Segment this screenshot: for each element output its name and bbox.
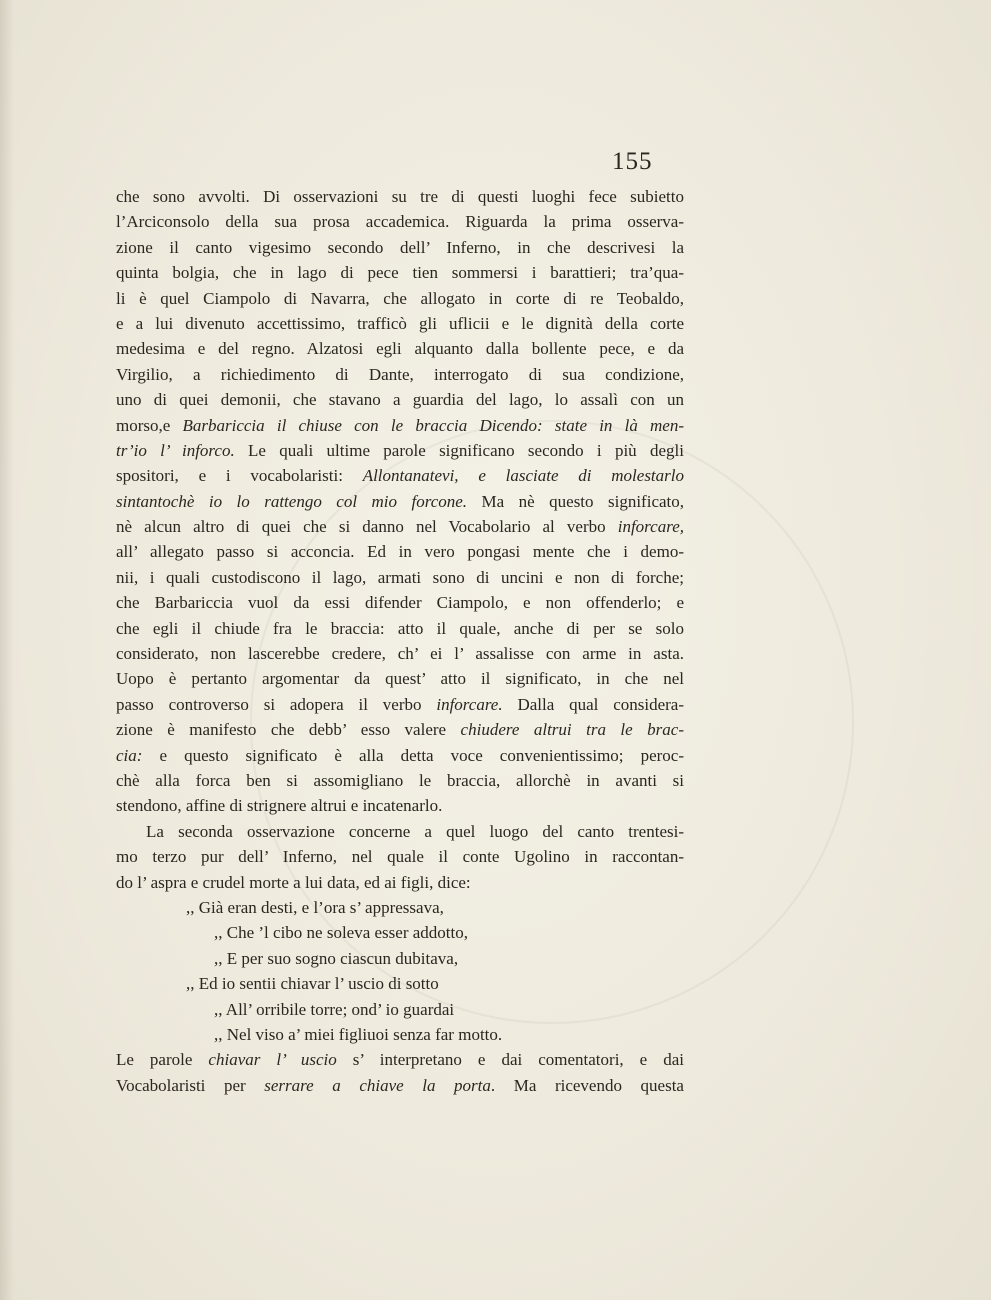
text-line (116, 286, 684, 311)
italic-text: inforcare, (617, 517, 684, 537)
verse-line (116, 920, 684, 945)
text-segment: medesima e del regno. Alzatosi egli alquanto dalla bollente pece, e da (116, 339, 684, 359)
text-segment: ,, Nel viso a’ miei figliuoi senza far motto. (214, 1024, 503, 1044)
text-segment: ,, E per suo sogno ciascun dubitava, (214, 948, 459, 968)
body-text (116, 184, 684, 1098)
text-segment: che Barbariccia vuol da essi difender Ciampolo, e non offenderlo; e (116, 593, 684, 613)
text-line (116, 870, 684, 895)
text-line (116, 616, 684, 641)
italic-text: Barbariccia il chiuse con le braccia Dicendo: state in là men- (182, 415, 685, 435)
page-number: 155 (612, 148, 653, 175)
italic-text: serrare a chiave la porta (264, 1075, 491, 1095)
text-line (116, 235, 684, 260)
verse-line (116, 895, 684, 920)
text-segment: e questo significato è alla detta voce convenientissimo; peroc- (142, 745, 684, 765)
text-segment: all’ allegato passo si acconcia. Ed in vero pongasi mente che i demo- (116, 542, 684, 562)
italic-text: Allontanatevi, e lasciate di molestarlo (362, 466, 684, 486)
text-segment: spositori, e i vocabolaristi: (116, 466, 363, 486)
text-segment: che egli il chiude fra le braccia: atto il quale, anche di per se solo (116, 618, 684, 638)
text-line (116, 387, 684, 412)
text-segment: nii, i quali custodiscono il lago, armati sono di uncini e non di forche; (116, 567, 684, 587)
text-line (116, 641, 684, 666)
verse-line (116, 971, 684, 996)
italic-text: sintantochè io lo rattengo col mio forcone. (116, 491, 468, 511)
text-line (116, 184, 684, 209)
text-segment: . Ma ricevendo questa (490, 1075, 684, 1095)
italic-text: inforcare. (436, 694, 503, 714)
text-line (116, 463, 684, 488)
text-segment: do l’ aspra e crudel morte a lui data, ed ai figli, dice: (116, 872, 471, 892)
text-segment: ,, Già eran desti, e l’ora s’ appressava, (186, 897, 444, 917)
text-line (116, 1073, 684, 1098)
text-segment: li è quel Ciampolo di Navarra, che allogato in corte di re Teobaldo, (116, 288, 684, 308)
verse-line (116, 946, 684, 971)
text-segment: Vocabolaristi per (116, 1075, 265, 1095)
text-line (116, 413, 684, 438)
text-line (116, 311, 684, 336)
text-segment: s’ interpretano e dai comentatori, e dai (336, 1050, 684, 1070)
text-line (116, 1047, 684, 1072)
italic-text: chiavar l’ uscio (208, 1050, 337, 1070)
text-segment: morso,e (116, 415, 183, 435)
text-segment: passo controverso si adopera il verbo (116, 694, 437, 714)
text-line (116, 743, 684, 768)
text-segment: l’Arciconsolo della sua prosa accademica. Riguarda la prima osserva- (116, 212, 684, 232)
text-line (116, 793, 684, 818)
text-segment: quinta bolgia, che in lago di pece tien sommersi i barattieri; tra’qua- (116, 263, 684, 283)
text-segment: e a lui divenuto accettissimo, trafficò gli uflicii e le dignità della corte (116, 313, 684, 333)
text-line (116, 692, 684, 717)
text-segment: che sono avvolti. Di osservazioni su tre di questi luoghi fece subietto (116, 187, 684, 206)
text-line (116, 717, 684, 742)
text-segment: nè alcun altro di quei che si danno nel Vocabolario al verbo (116, 517, 618, 537)
italic-text: cia: (116, 745, 143, 765)
text-segment: La seconda osservazione concerne a quel luogo del canto trentesi- (146, 821, 684, 841)
text-segment: chè alla forca ben si assomigliano le braccia, allorchè in avanti si (116, 770, 684, 790)
text-line (116, 362, 684, 387)
verse-line (116, 1022, 684, 1047)
text-segment: Le quali ultime parole significano secondo i più degli (234, 440, 684, 460)
text-line (116, 514, 684, 539)
text-line (116, 336, 684, 361)
text-line (116, 666, 684, 691)
text-line (116, 539, 684, 564)
text-line (116, 565, 684, 590)
text-line (116, 260, 684, 285)
italic-text: tr’io l’ inforco. (116, 440, 235, 460)
text-line (116, 768, 684, 793)
text-segment: ,, Che ’l cibo ne soleva esser addotto, (214, 923, 468, 943)
text-segment: zione è manifesto che debb’ esso valere (116, 720, 461, 740)
text-segment: zione il canto vigesimo secondo dell’ Inferno, in che descrivesi la (116, 237, 684, 257)
page-edge-shadow (0, 0, 14, 1300)
text-segment: Virgilio, a richiedimento di Dante, interrogato di sua condizione, (116, 364, 684, 384)
text-segment: mo terzo pur dell’ Inferno, nel quale il conte Ugolino in raccontan- (116, 847, 684, 867)
text-segment: Uopo è pertanto argomentar da quest’ atto il significato, in che nel (116, 669, 684, 689)
text-line (116, 844, 684, 869)
text-segment: Ma nè questo significato, (467, 491, 685, 511)
text-segment: considerato, non lascerebbe credere, ch’ ei l’ assalisse con arme in asta. (116, 644, 684, 664)
text-segment: uno di quei demonii, che stavano a guardia del lago, lo assalì con un (116, 390, 684, 410)
italic-text: chiudere altrui tra le brac- (460, 720, 684, 740)
text-line (116, 438, 684, 463)
text-segment: Dalla qual considera- (502, 694, 684, 714)
verse-line (116, 997, 684, 1022)
text-line (116, 209, 684, 234)
text-line (116, 489, 684, 514)
text-segment: ,, All’ orribile torre; ond’ io guardai (214, 999, 455, 1019)
text-segment: Le parole (116, 1050, 209, 1070)
text-line (116, 819, 684, 844)
text-line (116, 590, 684, 615)
text-segment: ,, Ed io sentii chiavar l’ uscio di sotto (186, 974, 439, 994)
text-segment: stendono, affine di strignere altrui e incatenarlo. (116, 796, 443, 816)
